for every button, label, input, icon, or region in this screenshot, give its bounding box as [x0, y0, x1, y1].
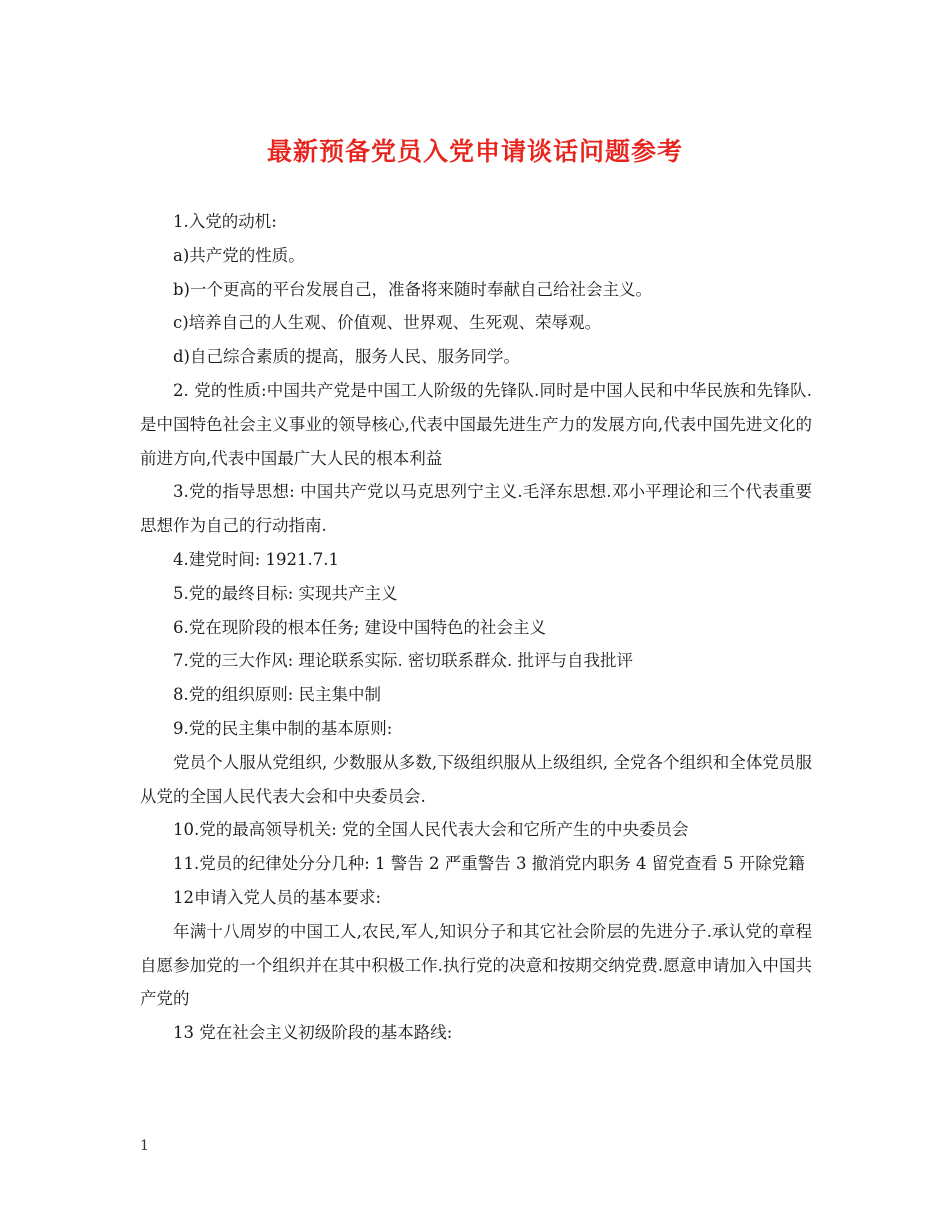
paragraph: 3.党的指导思想: 中国共产党以马克思列宁主义.毛泽东思想.邓小平理论和三个代表重要思想作为自己的行动指南.: [140, 482, 812, 536]
paragraph: 9.党的民主集中制的基本原则:: [173, 718, 393, 738]
paragraph: 13 党在社会主义初级阶段的基本路线:: [173, 1023, 453, 1043]
paragraph: 11.党员的纪律处分分几种: 1 警告 2 严重警告 3 撤消党内职务 4 留党查看 5 开除党籍: [173, 854, 805, 874]
document-body: [140, 205, 812, 1050]
paragraph: c)培养自己的人生观、价值观、世界观、生死观、荣辱观。: [173, 313, 602, 333]
paragraph: 2. 党的性质:中国共产党是中国工人阶级的先锋队.同时是中国人民和中华民族和先锋队.是中国特色社会主义事业的领导核心,代表中国最先进生产力的发展方向,代表中国先进文化的前进方向,代表中国最广大人民的根本利益: [140, 380, 812, 468]
paragraph: b)一个更高的平台发展自己，准备将来随时奉献自己给社会主义。: [173, 279, 652, 299]
paragraph: 8.党的组织原则: 民主集中制: [173, 685, 382, 705]
paragraph: d)自己综合素质的提高，服务人民、服务同学。: [173, 347, 520, 367]
paragraph: 4.建党时间: 1921.7.1: [173, 549, 340, 569]
paragraph: 7.党的三大作风: 理论联系实际. 密切联系群众. 批评与自我批评: [173, 651, 634, 671]
paragraph: 年满十八周岁的中国工人,农民,军人,知识分子和其它社会阶层的先进分子.承认党的章程自愿参加党的一个组织并在其中积极工作.执行党的决意和按期交纳党费.愿意申请加入中国共产党的: [140, 921, 812, 1009]
paragraph: 10.党的最高领导机关: 党的全国人民代表大会和它所产生的中央委员会: [173, 820, 689, 840]
paragraph: 12申请入党人员的基本要求:: [173, 887, 382, 907]
paragraph: 6.党在现阶段的根本任务; 建设中国特色的社会主义: [173, 617, 547, 637]
paragraph: 党员个人服从党组织, 少数服从多数,下级组织服从上级组织, 全党各个组织和全体党员服从党的全国人民代表大会和中央委员会.: [140, 752, 812, 806]
paragraph: 1.入党的动机:: [173, 212, 277, 231]
page-number: 1: [140, 1138, 149, 1154]
paragraph: 5.党的最终目标: 实现共产主义: [173, 583, 398, 603]
paragraph: a)共产党的性质。: [173, 245, 305, 265]
page-title: 最新预备党员入党申请谈话问题参考: [266, 137, 683, 166]
